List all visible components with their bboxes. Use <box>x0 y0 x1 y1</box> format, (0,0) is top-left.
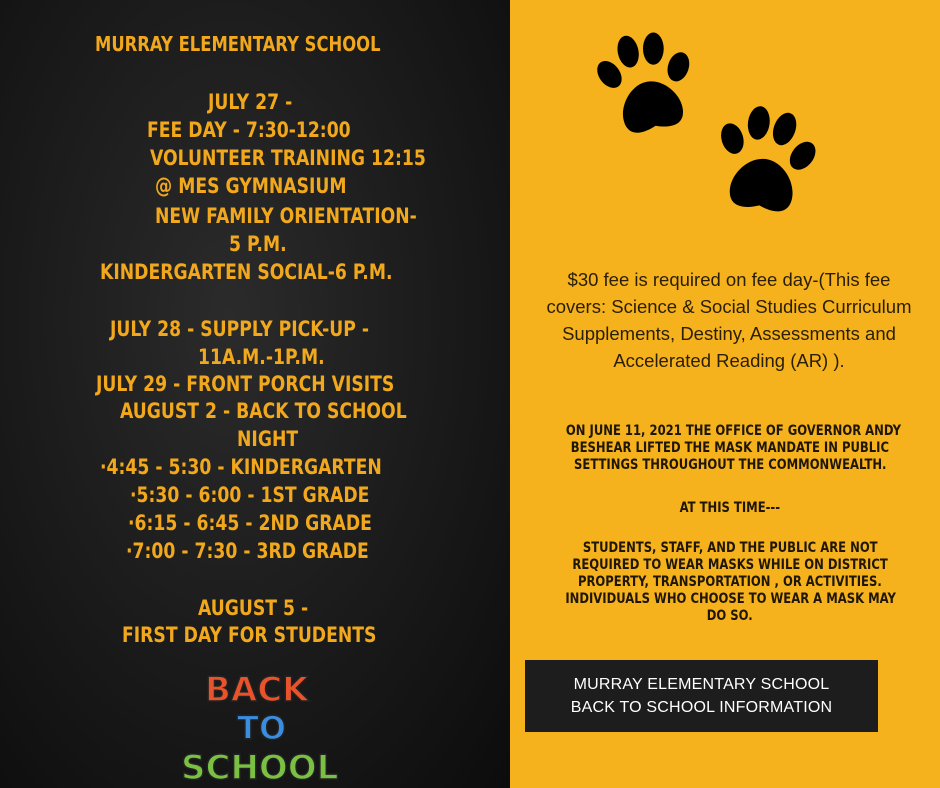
info-panel <box>510 0 940 788</box>
notice-line: ON JUNE 11, 2021 THE OFFICE OF GOVERNOR ANDY <box>565 423 902 439</box>
logo-line-back: BACK <box>205 670 309 710</box>
schedule-line: FIRST DAY FOR STUDENTS <box>122 623 377 647</box>
info-banner <box>525 660 878 732</box>
notice-line: INDIVIDUALS WHO CHOOSE TO WEAR A MASK MAY <box>565 591 896 607</box>
schedule-line: ·6:15 - 6:45 - 2ND GRADE <box>128 511 372 535</box>
schedule-line: 11A.M.-1P.M. <box>198 345 325 369</box>
notice-line: BESHEAR LIFTED THE MASK MANDATE IN PUBLIC <box>570 440 890 456</box>
school-title: MURRAY ELEMENTARY SCHOOL <box>95 32 381 56</box>
back-to-school-logo <box>175 665 355 785</box>
fee-line: Supplements, Destiny, Assessments and <box>562 323 896 344</box>
schedule-line: JULY 28 - SUPPLY PICK-UP - <box>110 317 370 341</box>
schedule-line: ·4:45 - 5:30 - KINDERGARTEN <box>100 455 382 479</box>
schedule-line: ·7:00 - 7:30 - 3RD GRADE <box>126 539 369 563</box>
notice-line: SETTINGS THROUGHOUT THE COMMONWEALTH. <box>573 457 887 473</box>
notice-line: PROPERTY, TRANSPORTATION , OR ACTIVITIES. <box>578 574 882 590</box>
mask-notice-intro <box>524 423 936 474</box>
fee-line: covers: Science & Social Studies Curriculum <box>546 296 912 317</box>
paw-print-icon <box>705 105 825 225</box>
paw-print-icon <box>590 30 705 145</box>
schedule-line: JULY 29 - FRONT PORCH VISITS <box>96 372 395 396</box>
banner-line: MURRAY ELEMENTARY SCHOOL <box>573 676 830 693</box>
notice-line: AT THIS TIME--- <box>679 500 781 516</box>
schedule-line: AUGUST 5 - <box>198 596 309 620</box>
fee-line: $30 fee is required on fee day-(This fee <box>567 269 891 290</box>
schedule-line: 5 P.M. <box>229 232 287 256</box>
notice-line: DO SO. <box>707 608 753 624</box>
schedule-line: NIGHT <box>237 427 299 451</box>
schedule-line: NEW FAMILY ORIENTATION- <box>155 204 417 228</box>
logo-line-to: TO <box>237 709 287 747</box>
notice-line: REQUIRED TO WEAR MASKS WHILE ON DISTRICT <box>572 557 888 573</box>
mask-notice-detail <box>524 540 936 625</box>
fee-description <box>524 266 934 374</box>
schedule-line: ·5:30 - 6:00 - 1ST GRADE <box>130 483 370 507</box>
logo-line-school: SCHOOL <box>181 748 339 785</box>
schedule-line: VOLUNTEER TRAINING 12:15 <box>150 146 426 170</box>
fee-line: Accelerated Reading (AR) ). <box>613 350 845 371</box>
banner-line: BACK TO SCHOOL INFORMATION <box>570 699 833 716</box>
notice-line: STUDENTS, STAFF, AND THE PUBLIC ARE NOT <box>582 540 878 556</box>
schedule-line: JULY 27 - <box>208 90 293 114</box>
schedule-line: KINDERGARTEN SOCIAL-6 P.M. <box>100 260 393 284</box>
schedule-line: @ MES GYMNASIUM <box>155 174 347 198</box>
at-this-time <box>524 500 936 517</box>
schedule-line: FEE DAY - 7:30-12:00 <box>147 118 351 142</box>
schedule-line: AUGUST 2 - BACK TO SCHOOL <box>120 399 407 423</box>
